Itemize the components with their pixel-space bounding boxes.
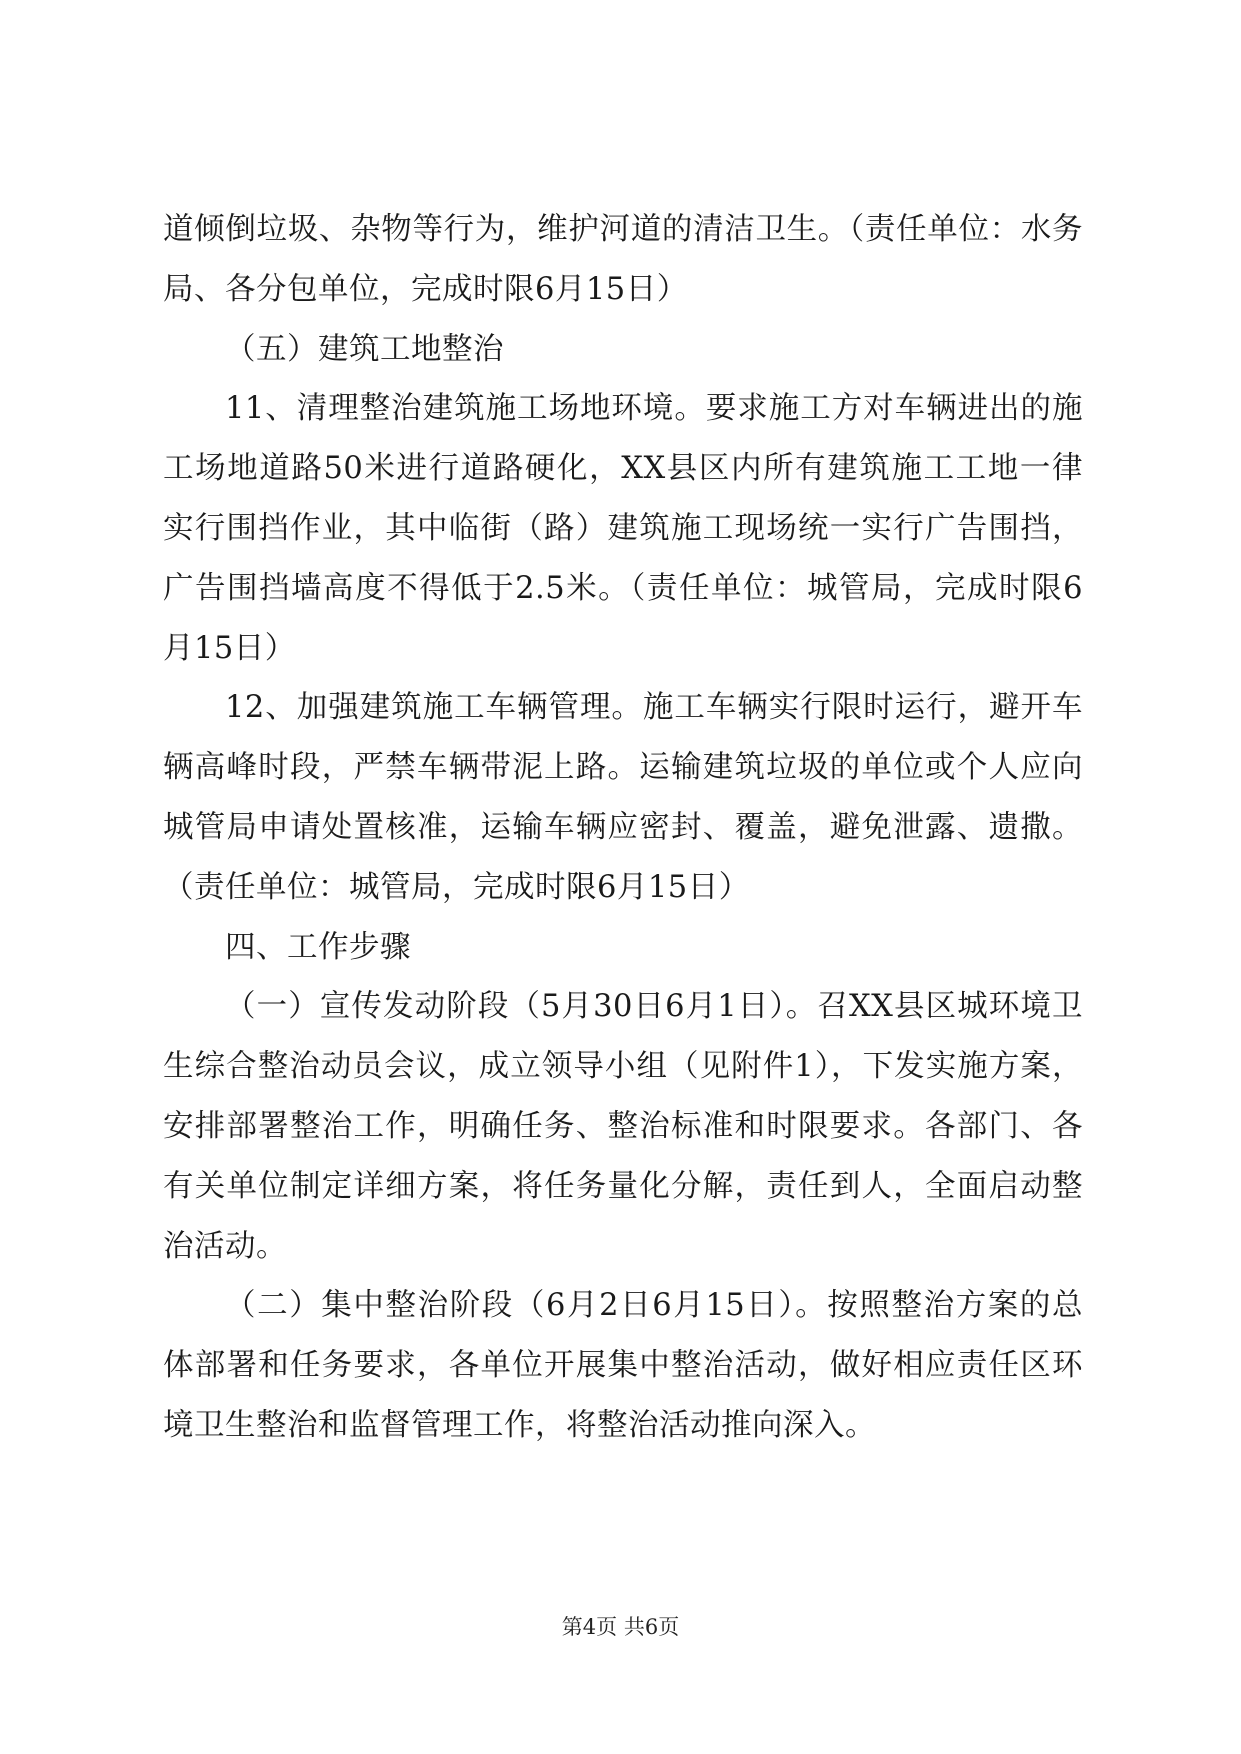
section-heading-work-steps: 四、工作步骤: [225, 929, 411, 965]
paragraph-item-12: 12、加强建筑施工车辆管理。施工车辆实行限时运行，避开车辆高峰时段，严禁车辆带泥上路。运输建筑垃圾的单位或个人应向城管局申请处置核准，运输车辆应密封、覆盖，避免泄露、遗撒。（责任单位：城管局，完成时限6月15日）: [163, 690, 1083, 905]
section-heading-construction-sites: （五）建筑工地整治: [225, 331, 504, 367]
paragraph-item-11: 11、清理整治建筑施工场地环境。要求施工方对车辆进出的施工场地道路50米进行道路硬化，XX县区内所有建筑施工工地一律实行围挡作业，其中临街（路）建筑施工现场统一实行广告围挡，广告围挡墙高度不得低于2.5米。（责任单位：城管局，完成时限6月15日）: [163, 391, 1083, 666]
paragraph-stage-1: （一）宣传发动阶段（5月30日6月1日）。召XX县区城环境卫生综合整治动员会议，成立领导小组（见附件1），下发实施方案，安排部署整治工作，明确任务、整治标准和时限要求。各部门、各有关单位制定详细方案，将任务量化分解，责任到人，全面启动整治活动。: [163, 989, 1083, 1264]
page-number-footer: 第4页 共6页: [561, 1615, 680, 1639]
document-body: [163, 200, 1083, 1456]
paragraph-continuation: 道倾倒垃圾、杂物等行为，维护河道的清洁卫生。（责任单位：水务局、各分包单位，完成时限6月15日）: [163, 212, 1083, 307]
paragraph-stage-2: （二）集中整治阶段（6月2日6月15日）。按照整治方案的总体部署和任务要求，各单位开展集中整治活动，做好相应责任区环境卫生整治和监督管理工作，将整治活动推向深入。: [163, 1288, 1083, 1443]
